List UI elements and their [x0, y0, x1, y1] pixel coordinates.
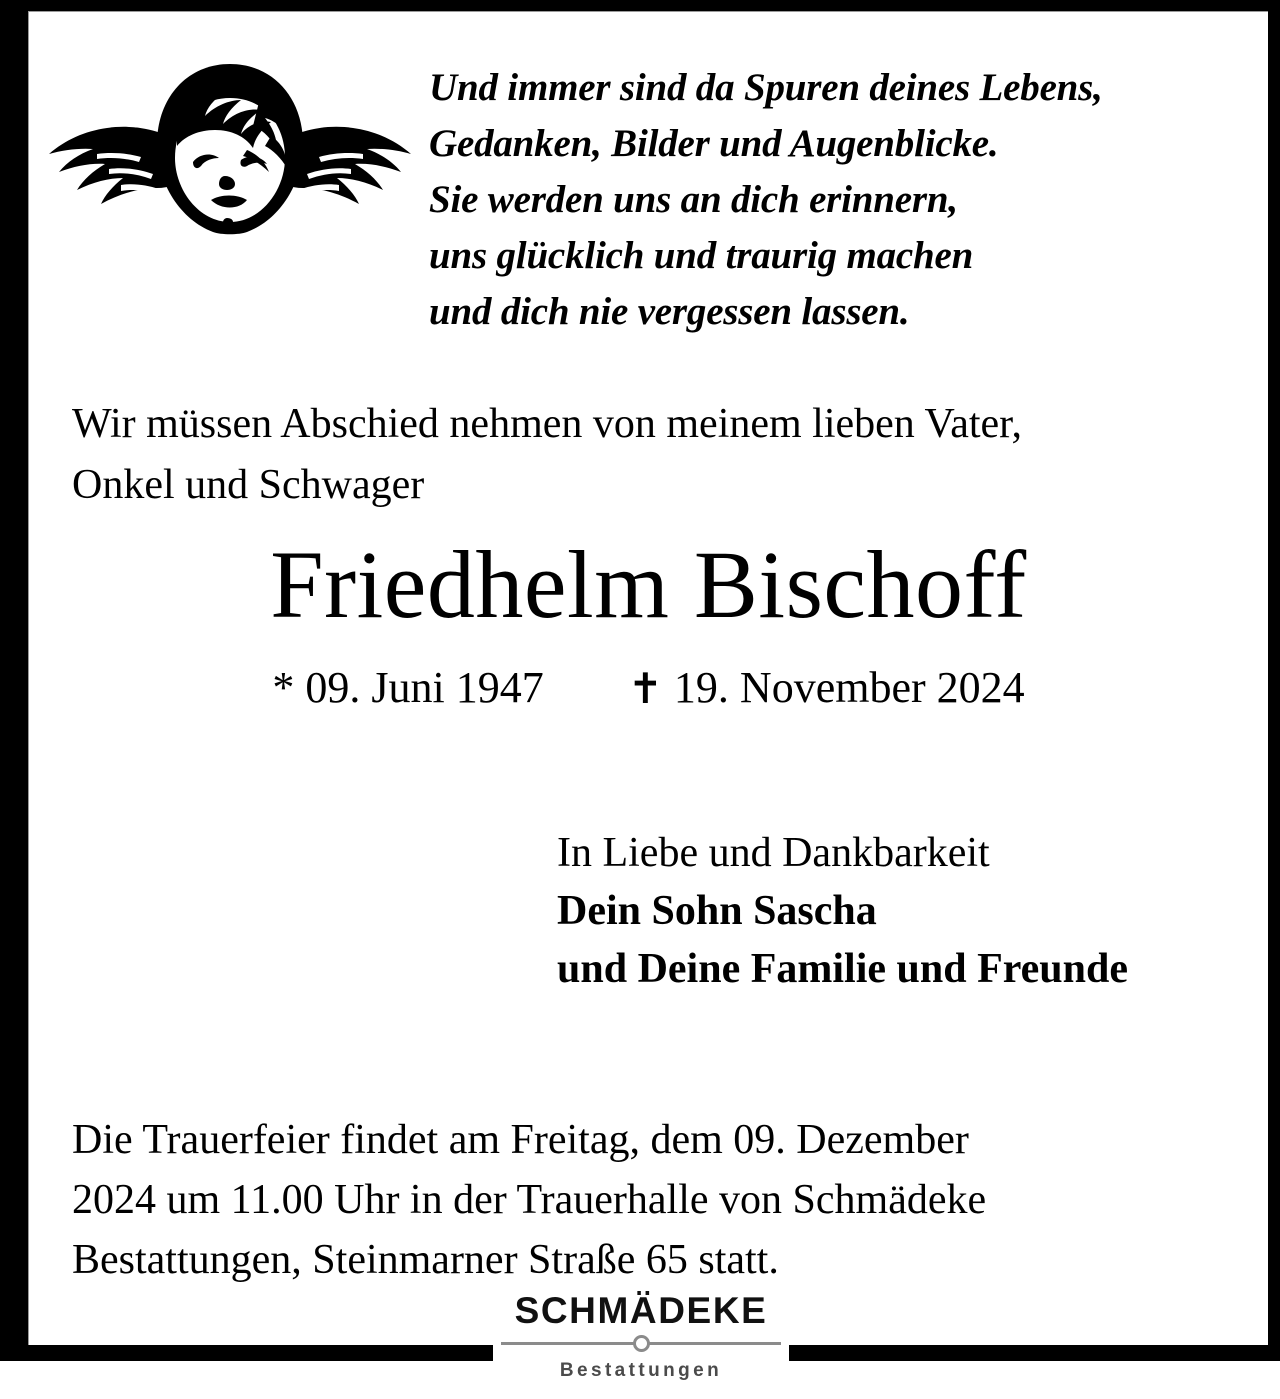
service-details: [72, 1110, 1252, 1290]
poem-line-4: uns glücklich und traurig machen: [429, 234, 974, 277]
life-dates: [29, 658, 1268, 719]
poem-line-1: Und immer sind da Spuren deines Lebens,: [429, 66, 1103, 109]
dedication-line-3: und Deine Familie und Freunde: [557, 946, 1128, 992]
funeral-home-logo: [493, 1283, 789, 1399]
service-line-2: 2024 um 11.00 Uhr in der Trauerhalle von Schmädeke: [72, 1177, 987, 1223]
intro-line-2: Onkel und Schwager: [72, 462, 425, 508]
death-date: 19. November 2024: [673, 663, 1025, 712]
intro-line-1: Wir müssen Abschied nehmen von meinem lieben Vater,: [72, 401, 1022, 447]
service-line-1: Die Trauerfeier findet am Freitag, dem 09. Dezember: [72, 1117, 969, 1163]
service-line-3: Bestattungen, Steinmarner Straße 65 statt.: [72, 1237, 779, 1283]
dedication-line-1: In Liebe und Dankbarkeit: [557, 830, 990, 876]
poem-line-2: Gedanken, Bilder und Augenblicke.: [429, 122, 999, 165]
birth-star-icon: *: [272, 663, 295, 712]
birth-date: 09. Juni 1947: [305, 663, 544, 712]
notice-content: [29, 12, 1268, 1345]
poem-line-3: Sie werden uns an dich erinnern,: [429, 178, 958, 221]
cherub-angel-icon: [35, 50, 425, 250]
intro-text: [72, 394, 1252, 516]
dedication-line-2: Dein Sohn Sascha: [557, 888, 877, 934]
frame-border-top: [0, 0, 1280, 11]
death-cross-icon: ✝: [627, 667, 663, 713]
logo-company-name: SCHMÄDEKE: [514, 1290, 768, 1331]
header-section: [29, 12, 1268, 362]
logo-subtitle: Bestattungen: [559, 1360, 723, 1381]
frame-border-right: [1268, 0, 1280, 1361]
frame-border-left: [0, 0, 28, 1361]
poem-line-5: und dich nie vergessen lassen.: [429, 290, 910, 333]
logo-divider: [493, 1334, 789, 1352]
logo-ring-icon: [633, 1335, 650, 1352]
dedication-block: [557, 824, 1257, 998]
deceased-name: Friedhelm Bischoff: [270, 531, 1027, 638]
memorial-poem: [429, 60, 1259, 340]
